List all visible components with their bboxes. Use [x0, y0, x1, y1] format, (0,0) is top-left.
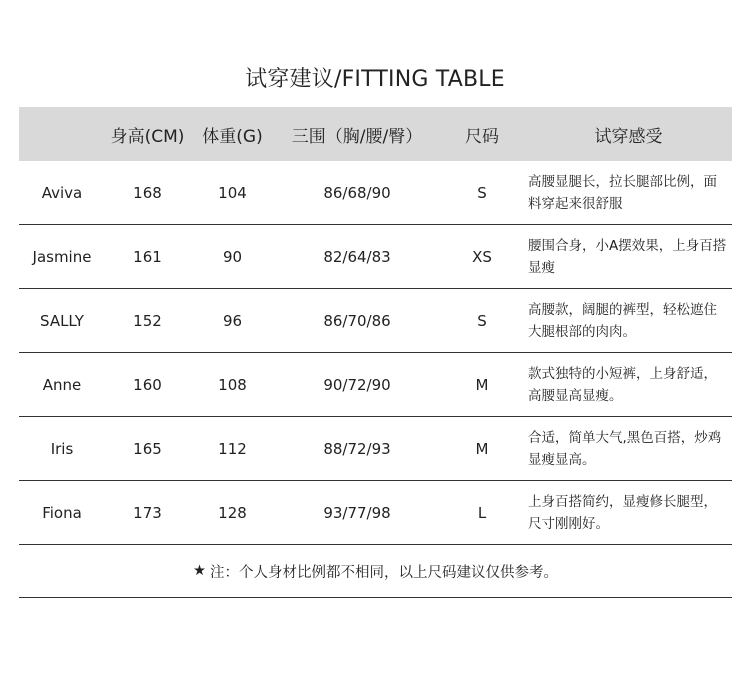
cell-name: Jasmine	[32, 247, 92, 266]
cell-feel: 款式独特的小短裤，上身舒适，高腰显高显瘦。	[528, 365, 717, 404]
cell-name: Iris	[50, 439, 74, 458]
footnote-text: 注：个人身材比例都不相同，以上尺码建议仅供参考。	[210, 564, 558, 581]
cell-height: 152	[133, 311, 162, 330]
cell-measurements: 93/77/98	[323, 503, 391, 522]
cell-height: 173	[133, 503, 162, 522]
cell-feel: 高腰显腿长，拉长腿部比例，面料穿起来很舒服	[528, 173, 717, 212]
star-icon: ★	[193, 563, 206, 579]
cell-size: M	[475, 439, 489, 458]
table-row	[19, 289, 732, 353]
cell-name: Anne	[42, 375, 82, 394]
header-weight: 体重(G)	[202, 126, 263, 147]
table-header	[19, 107, 732, 161]
cell-size: L	[477, 503, 487, 522]
cell-feel: 合适，简单大气,黑色百搭，炒鸡显瘦显高。	[528, 429, 722, 468]
table-row	[19, 161, 732, 225]
cell-measurements: 90/72/90	[323, 375, 391, 394]
cell-name: SALLY	[40, 311, 84, 330]
cell-weight: 90	[222, 247, 243, 266]
cell-size: XS	[472, 247, 492, 266]
cell-height: 168	[133, 183, 162, 202]
cell-size: S	[477, 311, 487, 330]
cell-name: Fiona	[42, 503, 82, 522]
cell-measurements: 82/64/83	[323, 247, 391, 266]
cell-height: 161	[133, 247, 162, 266]
table-row	[19, 225, 732, 289]
cell-measurements: 86/70/86	[323, 311, 391, 330]
cell-size: M	[475, 375, 489, 394]
cell-name: Aviva	[41, 183, 83, 202]
cell-feel: 高腰款，阔腿的裤型，轻松遮住大腿根部的肉肉。	[528, 301, 717, 340]
cell-weight: 112	[218, 439, 247, 458]
header-measurements: 三围（胸/腰/臀）	[291, 126, 423, 147]
cell-height: 160	[133, 375, 162, 394]
footnote	[19, 545, 732, 598]
cell-size: S	[477, 183, 487, 202]
header-size: 尺码	[465, 126, 499, 147]
page-title: 试穿建议/FITTING TABLE	[245, 67, 505, 92]
cell-weight: 96	[222, 311, 243, 330]
cell-feel: 上身百搭简约，显瘦修长腿型，尺寸刚刚好。	[528, 493, 717, 532]
fitting-table	[19, 107, 732, 598]
header-feel: 试穿感受	[594, 126, 663, 147]
cell-height: 165	[133, 439, 162, 458]
table-row	[19, 353, 732, 417]
cell-weight: 128	[218, 503, 247, 522]
cell-measurements: 88/72/93	[323, 439, 391, 458]
cell-weight: 104	[218, 183, 247, 202]
cell-measurements: 86/68/90	[323, 183, 391, 202]
table-row	[19, 417, 732, 481]
header-height: 身高(CM)	[110, 126, 185, 147]
cell-weight: 108	[218, 375, 247, 394]
table-row	[19, 481, 732, 545]
cell-feel: 腰围合身，小A摆效果，上身百搭显瘦	[528, 237, 727, 276]
